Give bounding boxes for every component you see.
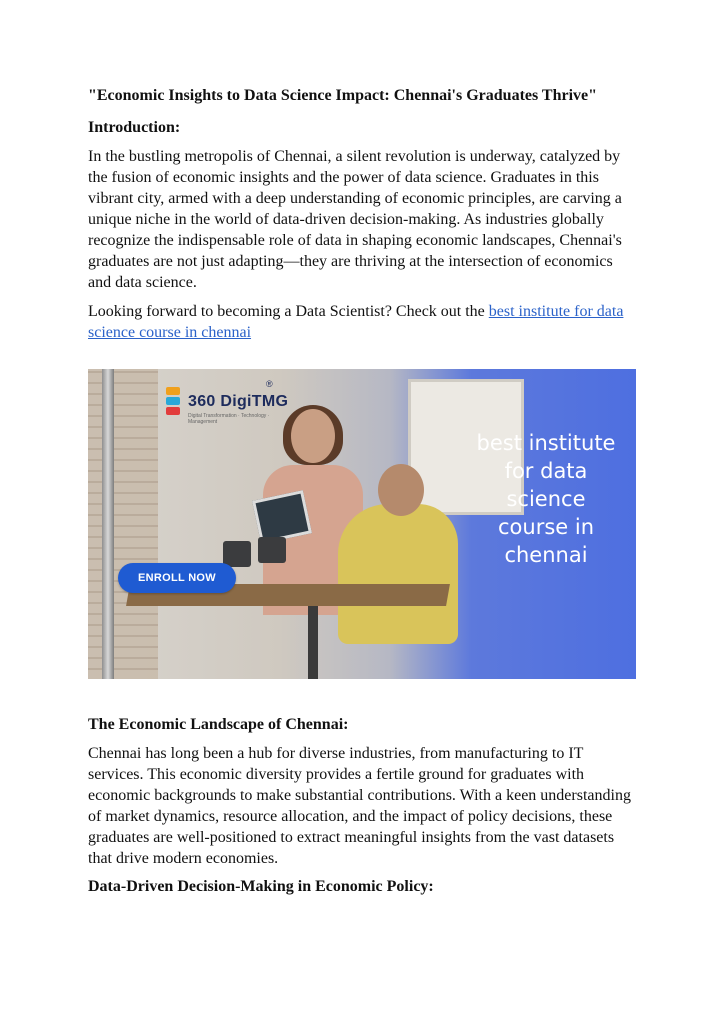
intro-heading: Introduction: [88, 119, 181, 136]
logo-tagline: Digital Transformation · Technology · Management [188, 413, 270, 425]
cup-icon [258, 537, 286, 563]
brand-logo [166, 387, 289, 425]
cta-paragraph [88, 301, 636, 343]
section-heading-data-driven-policy: Data-Driven Decision-Making in Economic Policy: [88, 878, 434, 895]
enroll-now-button[interactable]: ENROLL NOW [118, 563, 236, 593]
brick-wall-decoration [88, 369, 158, 679]
banner-headline: best institute for data science course in chennai [476, 431, 616, 567]
table-leg-illustration [308, 606, 318, 679]
course-link[interactable]: best institute for data science course in chennai [88, 303, 624, 341]
section-heading-economic-landscape: The Economic Landscape of Chennai: [88, 716, 349, 733]
document-title: "Economic Insights to Data Science Impact: Chennai's Graduates Thrive" [88, 87, 598, 104]
pipe-decoration [102, 369, 114, 679]
registered-mark: ® [266, 379, 273, 389]
course-banner-image[interactable] [88, 369, 636, 679]
logo-mark-icon [166, 387, 184, 417]
document-content [88, 86, 636, 905]
cta-text: Looking forward to becoming a Data Scientist? Check out the [88, 303, 489, 320]
section-paragraph-economic-landscape: Chennai has long been a hub for diverse industries, from manufacturing to IT services. This economic diversity provides a fertile ground for graduates with economic backgrounds to make substantial contributions. With a keen understanding of market dynamics, resource allocation, and the impact of policy decisions, these graduates are well-positioned to extract meaningful insights from the vast datasets that drive modern economies. [88, 745, 631, 867]
logo-text: 360 DigiTMG [188, 393, 289, 410]
student-illustration-2 [338, 464, 458, 644]
cup-icon [223, 541, 251, 567]
intro-paragraph: In the bustling metropolis of Chennai, a silent revolution is underway, catalyzed by the fusion of economic insights and the power of data science. Graduates in this vibrant city, armed with a deep understanding of economic principles, are carving a unique niche in the world of data-driven decision-making. As industries globally recognize the indispensable role of data in shaping economic landscapes, Chennai's graduates are not just adapting—they are thriving at the intersection of economics and data science. [88, 148, 622, 291]
